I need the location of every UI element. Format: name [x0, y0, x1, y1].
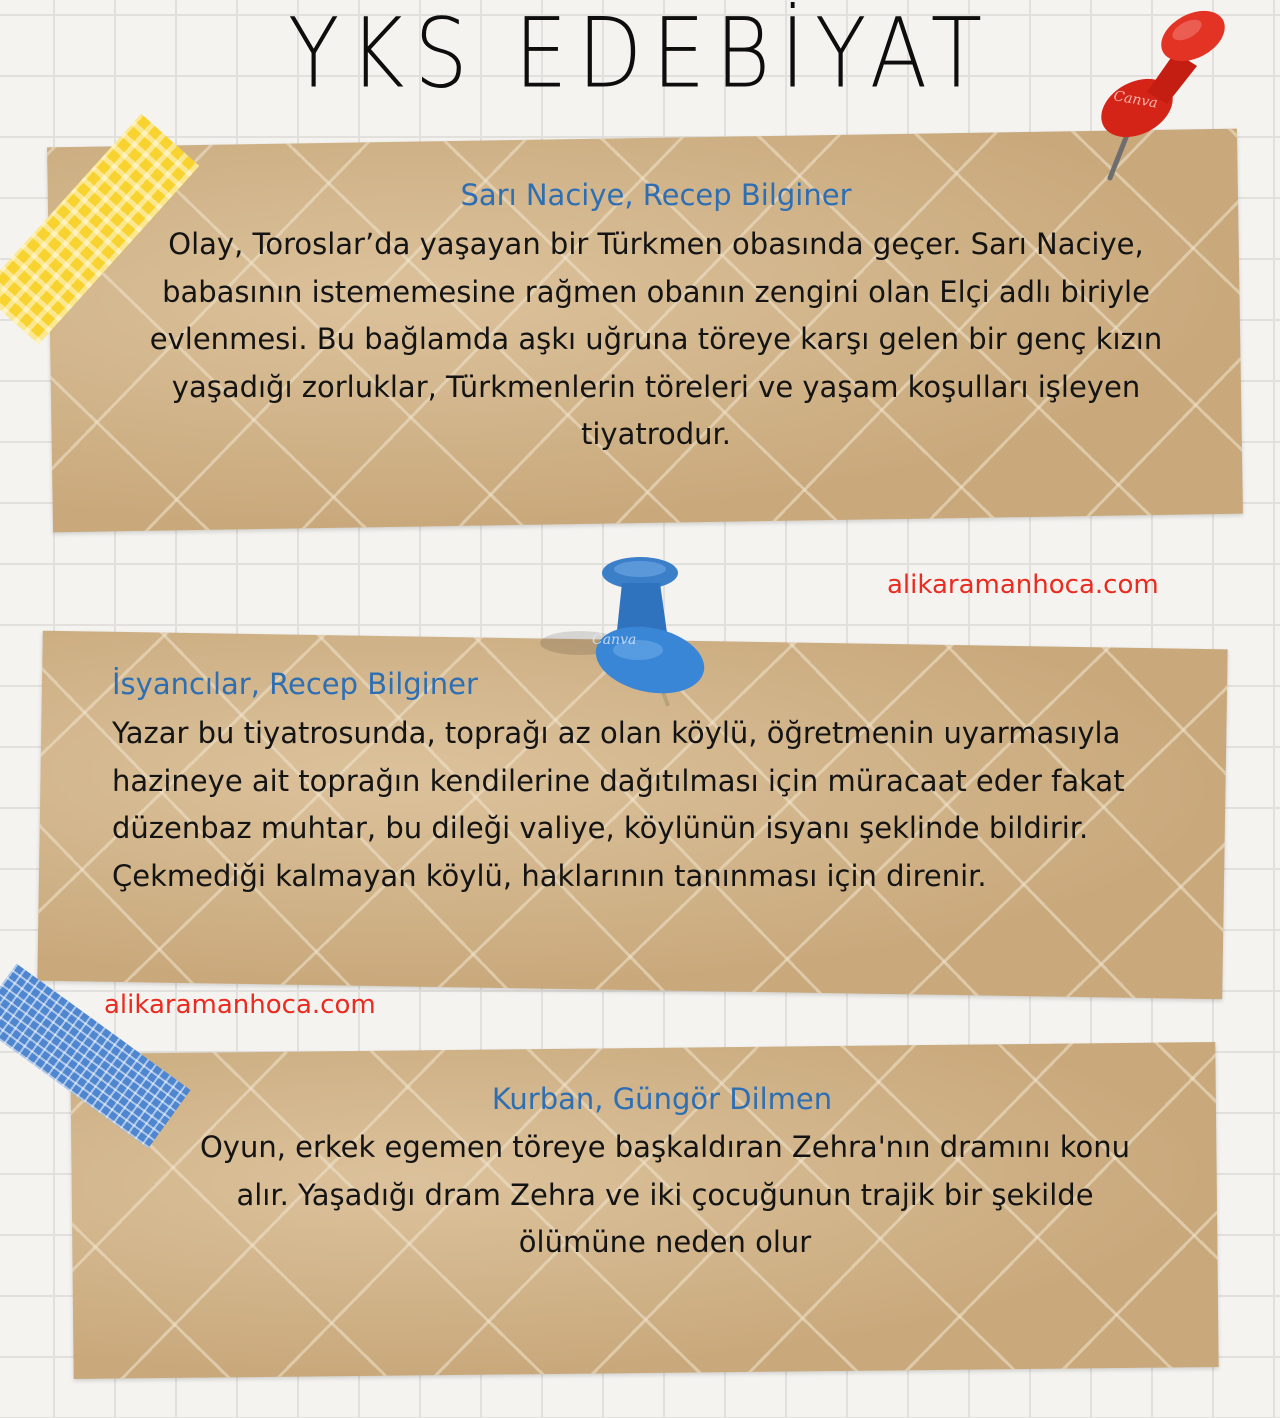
- page-title: YKS EDEBİYAT: [287, 0, 993, 110]
- red-pushpin-icon: [1075, 0, 1235, 185]
- card-3-heading: Kurban, Güngör Dilmen: [491, 1082, 833, 1116]
- card-3-line: alır. Yaşadığı dram Zehra ve iki çocuğunun trajik bir şekilde: [236, 1177, 1094, 1212]
- canva-mark: Canva: [592, 632, 637, 648]
- card-1-heading: Sarı Naciye, Recep Bilginer: [460, 178, 852, 212]
- blue-pushpin-icon: [540, 548, 730, 708]
- card-1-line: Olay, Toroslar’da yaşayan bir Türkmen obasında geçer. Sarı Naciye,: [168, 227, 1144, 261]
- card-2-line: Çekmediği kalmayan köylü, haklarının tanınması için direnir.: [112, 858, 987, 893]
- card-2-line: düzenbaz muhtar, bu dileği valiye, köylünün isyanı şeklinde bildirir.: [112, 811, 1089, 845]
- card-2-body: [112, 710, 1237, 900]
- canva-mark: Canva: [1112, 88, 1159, 112]
- card-2-line: Yazar bu tiyatrosunda, toprağı az olan köylü, öğretmenin uyarmasıyla: [112, 716, 1121, 750]
- card-3-body: [120, 1124, 1210, 1267]
- card-1-line: babasının istememesine rağmen obanın zengini olan Elçi adlı biriyle: [162, 274, 1150, 309]
- card-1-line: tiyatrodur.: [580, 417, 732, 451]
- card-2-heading: İsyancılar, Recep Bilginer: [112, 667, 478, 701]
- card-1-line: yaşadığı zorluklar, Türkmenlerin töreleri ve yaşam koşulları işleyen: [171, 369, 1141, 404]
- card-2-line: hazineye ait toprağın kendilerine dağıtılması için müracaat eder fakat: [112, 763, 1125, 798]
- card-3-line: Oyun, erkek egemen töreye başkaldıran Zehra'nın dramını konu: [199, 1130, 1131, 1164]
- card-1-line: evlenmesi. Bu bağlamda aşkı uğruna töreye karşı gelen bir genç kızın: [149, 322, 1163, 356]
- website-watermark: alikaramanhoca.com: [887, 570, 1159, 600]
- card-1-body: [96, 221, 1216, 459]
- website-watermark: alikaramanhoca.com: [104, 990, 376, 1020]
- card-3-line: ölümüne neden olur: [518, 1225, 812, 1259]
